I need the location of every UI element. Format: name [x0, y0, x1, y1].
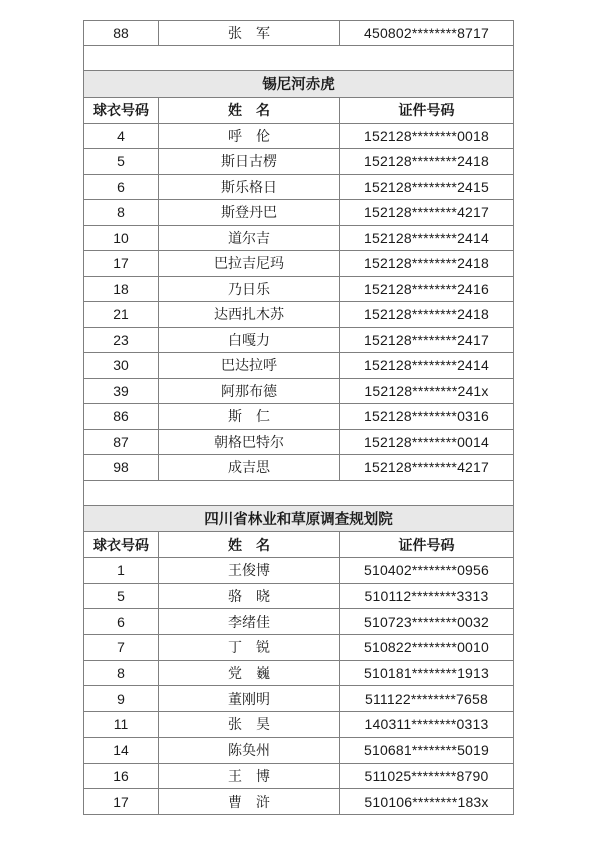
jersey-column-header: 球衣号码 [84, 532, 159, 558]
player-row [84, 200, 514, 226]
jersey-number-cell: 18 [84, 276, 159, 302]
player-name-cell: 阿那布德 [159, 378, 340, 404]
jersey-number-cell: 17 [84, 251, 159, 277]
player-name-cell: 王俊博 [159, 558, 340, 584]
column-header-row [84, 532, 514, 558]
player-name-cell: 斯日古楞 [159, 149, 340, 175]
player-name-cell: 张 军 [159, 21, 340, 46]
column-header-row [84, 97, 514, 123]
player-row [84, 609, 514, 635]
id-number-cell: 152128********2418 [340, 149, 514, 175]
jersey-number-cell: 30 [84, 353, 159, 379]
player-row [84, 302, 514, 328]
id-number-cell: 152128********2416 [340, 276, 514, 302]
jersey-number-cell: 9 [84, 686, 159, 712]
jersey-number-cell: 1 [84, 558, 159, 584]
id-number-cell: 152128********2414 [340, 353, 514, 379]
id-number-cell: 152128********2418 [340, 251, 514, 277]
player-row [84, 123, 514, 149]
id-number-cell: 152128********0018 [340, 123, 514, 149]
jersey-number-cell: 17 [84, 789, 159, 815]
player-row [84, 378, 514, 404]
jersey-number-cell: 10 [84, 225, 159, 251]
table-gap-spacer-cell [84, 480, 514, 505]
jersey-number-cell: 88 [84, 21, 159, 46]
player-row [84, 276, 514, 302]
id-number-cell: 152128********4217 [340, 455, 514, 481]
id-number-cell: 152128********0014 [340, 429, 514, 455]
jersey-number-cell: 11 [84, 712, 159, 738]
id-number-cell: 510181********1913 [340, 660, 514, 686]
table-gap-spacer [84, 480, 514, 505]
player-row [84, 737, 514, 763]
team-section-header [84, 505, 514, 532]
player-name-cell: 乃日乐 [159, 276, 340, 302]
jersey-number-cell: 21 [84, 302, 159, 328]
team-title: 锡尼河赤虎 [84, 71, 514, 98]
name-column-header: 姓 名 [159, 97, 340, 123]
table-gap-spacer-cell [84, 46, 514, 71]
jersey-number-cell: 23 [84, 327, 159, 353]
player-name-cell: 道尔吉 [159, 225, 340, 251]
player-name-cell: 党 巍 [159, 660, 340, 686]
player-name-cell: 丁 锐 [159, 635, 340, 661]
id-number-cell: 140311********0313 [340, 712, 514, 738]
jersey-number-cell: 39 [84, 378, 159, 404]
id-number-cell: 152128********4217 [340, 200, 514, 226]
jersey-column-header: 球衣号码 [84, 97, 159, 123]
jersey-number-cell: 87 [84, 429, 159, 455]
jersey-number-cell: 6 [84, 609, 159, 635]
player-row [84, 763, 514, 789]
player-row [84, 149, 514, 175]
player-row [84, 251, 514, 277]
player-name-cell: 李绪佳 [159, 609, 340, 635]
player-name-cell: 斯乐格日 [159, 174, 340, 200]
jersey-number-cell: 8 [84, 660, 159, 686]
team-section-header [84, 71, 514, 98]
jersey-number-cell: 7 [84, 635, 159, 661]
player-name-cell: 董刚明 [159, 686, 340, 712]
id-number-cell: 511025********8790 [340, 763, 514, 789]
id-number-cell: 510681********5019 [340, 737, 514, 763]
player-row [84, 404, 514, 430]
player-name-cell: 成吉思 [159, 455, 340, 481]
id-number-cell: 450802********8717 [340, 21, 514, 46]
team-title: 四川省林业和草原调查规划院 [84, 505, 514, 532]
player-row [84, 686, 514, 712]
id-number-cell: 510402********0956 [340, 558, 514, 584]
jersey-number-cell: 5 [84, 583, 159, 609]
id-number-cell: 510106********183x [340, 789, 514, 815]
id-number-cell: 152128********0316 [340, 404, 514, 430]
jersey-number-cell: 14 [84, 737, 159, 763]
player-name-cell: 张 昊 [159, 712, 340, 738]
player-name-cell: 陈奂州 [159, 737, 340, 763]
player-name-cell: 白嘎力 [159, 327, 340, 353]
id-number-cell: 152128********2414 [340, 225, 514, 251]
id-number-cell: 152128********2415 [340, 174, 514, 200]
jersey-number-cell: 8 [84, 200, 159, 226]
player-row [84, 660, 514, 686]
player-row [84, 225, 514, 251]
player-name-cell: 骆 晓 [159, 583, 340, 609]
id-column-header: 证件号码 [340, 532, 514, 558]
jersey-number-cell: 6 [84, 174, 159, 200]
player-name-cell: 巴拉吉尼玛 [159, 251, 340, 277]
player-row [84, 635, 514, 661]
player-row [84, 353, 514, 379]
id-column-header: 证件号码 [340, 97, 514, 123]
roster-table-body [84, 21, 514, 815]
jersey-number-cell: 16 [84, 763, 159, 789]
player-name-cell: 曹 浒 [159, 789, 340, 815]
id-number-cell: 510723********0032 [340, 609, 514, 635]
player-row [84, 429, 514, 455]
id-number-cell: 152128********2417 [340, 327, 514, 353]
jersey-number-cell: 4 [84, 123, 159, 149]
player-name-cell: 斯登丹巴 [159, 200, 340, 226]
roster-table [83, 20, 514, 815]
player-row [84, 174, 514, 200]
player-row [84, 455, 514, 481]
player-row [84, 558, 514, 584]
player-name-cell: 朝格巴特尔 [159, 429, 340, 455]
player-name-cell: 斯 仁 [159, 404, 340, 430]
jersey-number-cell: 5 [84, 149, 159, 175]
id-number-cell: 152128********241x [340, 378, 514, 404]
id-number-cell: 510822********0010 [340, 635, 514, 661]
id-number-cell: 511122********7658 [340, 686, 514, 712]
player-name-cell: 巴达拉呼 [159, 353, 340, 379]
player-name-cell: 王 博 [159, 763, 340, 789]
id-number-cell: 152128********2418 [340, 302, 514, 328]
jersey-number-cell: 86 [84, 404, 159, 430]
id-number-cell: 510112********3313 [340, 583, 514, 609]
player-row [84, 583, 514, 609]
continuation-player-row [84, 21, 514, 46]
player-row [84, 789, 514, 815]
player-row [84, 327, 514, 353]
player-row [84, 712, 514, 738]
name-column-header: 姓 名 [159, 532, 340, 558]
jersey-number-cell: 98 [84, 455, 159, 481]
player-name-cell: 呼 伦 [159, 123, 340, 149]
player-name-cell: 达西扎木苏 [159, 302, 340, 328]
table-gap-spacer [84, 46, 514, 71]
